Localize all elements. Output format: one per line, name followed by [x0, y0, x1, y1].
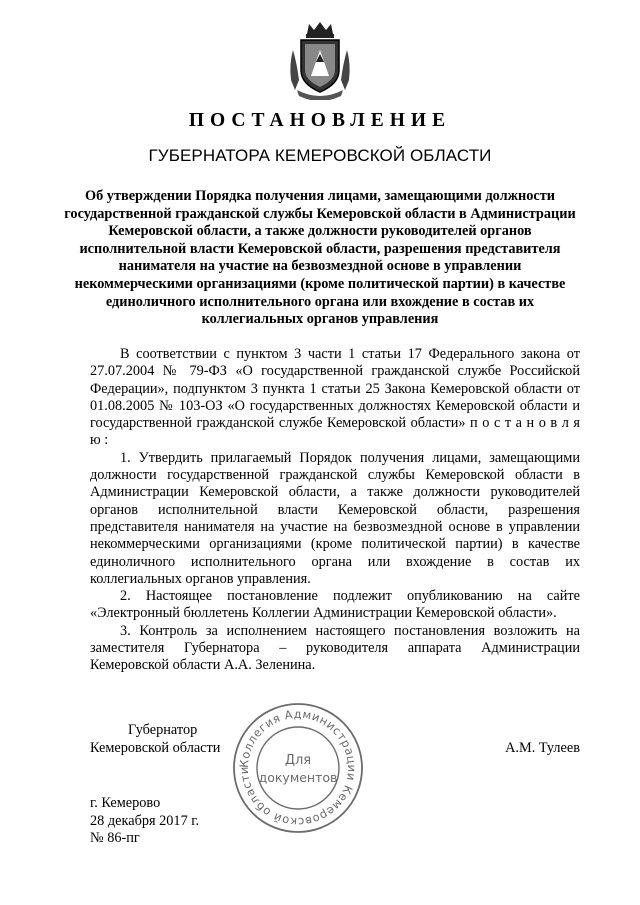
issue-date: 28 декабря 2017 г. — [90, 812, 200, 829]
document-body — [90, 346, 580, 675]
stamp-ring-text: Коллегия Администрации Кемеровской области — [236, 706, 360, 830]
document-title: ПОСТАНОВЛЕНИЕ — [188, 110, 452, 131]
issue-details — [90, 795, 199, 848]
official-stamp — [228, 698, 368, 838]
paragraph-item-1: 1. Утвердить прилагаемый Порядок получения лицами, замещающими должности государственной гражданской службы Кемеровской области в Администрации Кемеровской области, а также должности руководителей органов исполнительной власти Кемеровской области, разрешения представителя нанимателя на участие на безвозмездной основе в управлении некоммерческими организациями (кроме политической партии) в качестве единоличного исполнительного органа или вхождение в состав их коллегиальных органов управления. — [90, 449, 580, 587]
issue-number: № 86-пг — [90, 830, 140, 847]
paragraph-preamble: В соответствии с пунктом 3 части 1 статьи 17 Федерального закона от 27.07.2004 № 79-ФЗ «О государственной гражданской службе Российской Федерации», подпунктом 3 пункта 1 статьи 25 Закона Кемеровской области от 01.08.2005 № 103-ОЗ «О государственных должностях Кемеровской области и государственной гражданской службе Кемеровской области» п о с т а н о в л я ю : — [90, 346, 580, 449]
stamp-line2: документов — [258, 770, 338, 785]
kemerovo-coat-of-arms-icon — [289, 20, 351, 100]
stamp-line1: Для — [284, 753, 312, 768]
issue-city: г. Кемерово — [90, 795, 161, 811]
paragraph-item-2: 2. Настоящее постановление подлежит опубликованию на сайте «Электронный бюллетень Коллегии Администрации Кемеровской области». — [90, 588, 580, 622]
signatory-position — [90, 722, 220, 757]
document-heading: Об утверждении Порядка получения лицами, замещающими должности государственной гражданской службы Кемеровской области в Администрации Кемеровской области, а также должности руководителей органов исполнительной власти Кемеровской области, разрешения представителя нанимателя на участие на безвозмездной основе в управлении некоммерческими организациями (кроме политической партии) в качестве единоличного исполнительного органа или вхождение в состав их коллегиальных органов управления — [64, 188, 576, 328]
paragraph-item-3: 3. Контроль за исполнением настоящего постановления возложить на заместителя Губернатора – руководителя аппарата Администрации Кемеровской области А.А. Зеленина. — [90, 622, 580, 674]
svg-text:Коллегия Администрации Кемеров — [237, 707, 359, 829]
signatory-position-line1: Губернатор — [128, 722, 198, 738]
signatory-name: А.М. Тулеев — [505, 740, 580, 756]
signatory-position-line2: Кемеровской области — [90, 739, 221, 756]
document-subtitle: ГУБЕРНАТОРА КЕМЕРОВСКОЙ ОБЛАСТИ — [148, 146, 492, 165]
